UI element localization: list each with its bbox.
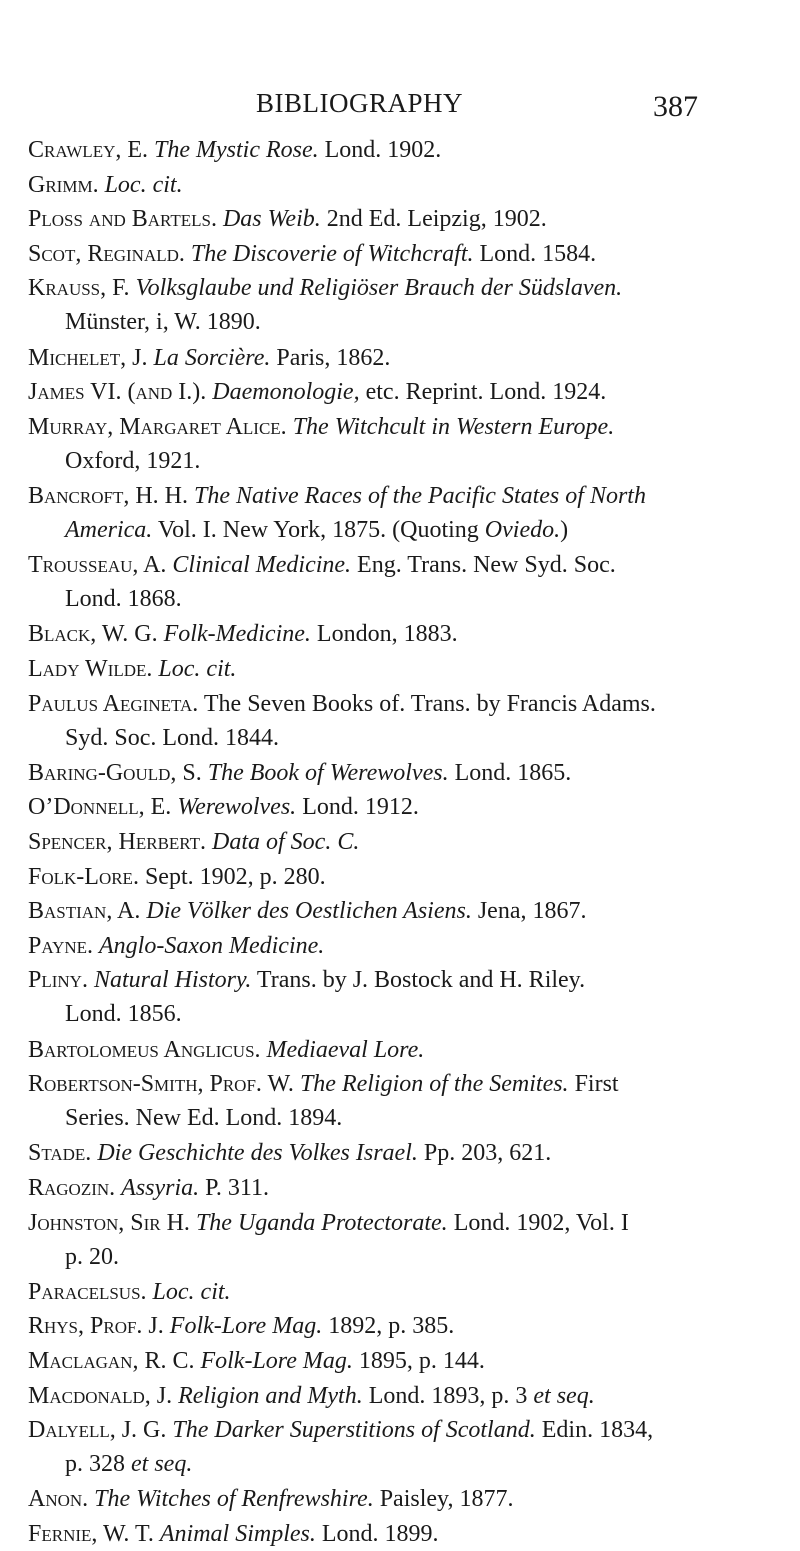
entry-author: Paracelsus. xyxy=(28,1278,147,1305)
entry-author: Bancroft, H. H. xyxy=(28,483,189,509)
bibliography-entry xyxy=(28,963,728,1031)
bibliography-entry xyxy=(28,1275,728,1309)
entry-details: etc. Reprint. Lond. 1924. xyxy=(365,379,607,406)
entry-title: The Book of Werewolves. xyxy=(207,759,449,786)
entry-author: Anon. xyxy=(28,1486,89,1513)
entry-title: Das Weib. xyxy=(222,206,321,233)
entry-author: Bartolomeus Anglicus. xyxy=(28,1036,261,1063)
entry-details: Lond. 1865. xyxy=(454,759,572,786)
entry-title: The Witchcult in Western Europe. xyxy=(292,413,615,440)
entry-details: Trans. by J. Bostock and H. Riley. xyxy=(256,967,586,994)
entry-details-continued: p. 328 xyxy=(65,1451,125,1478)
bibliography-entry xyxy=(28,410,728,478)
bibliography-entry xyxy=(28,1344,728,1378)
entry-details: 2nd Ed. Leipzig, 1902. xyxy=(326,206,547,233)
entry-title: Folk-Medicine. xyxy=(163,621,311,648)
entry-details: Lond. 1584. xyxy=(479,240,597,267)
page-number: 387 xyxy=(653,90,698,123)
bibliography-entry xyxy=(28,790,728,824)
entry-author: Ragozin. xyxy=(28,1175,116,1201)
bibliography-entry xyxy=(28,1171,728,1205)
bibliography-entry xyxy=(28,652,728,686)
entry-continuation xyxy=(28,721,728,755)
entry-title: Animal Simples. xyxy=(159,1521,316,1547)
entry-title: Daemonologie, xyxy=(212,379,360,406)
bibliography-entry xyxy=(28,929,728,963)
entry-title: Volksglaube und Religiöser Brauch der Südslaven. xyxy=(135,275,623,302)
bibliography-entry xyxy=(28,617,728,651)
running-head: BIBLIOGRAPHY xyxy=(256,88,464,118)
entry-continuation xyxy=(28,1240,728,1274)
entry-continuation xyxy=(28,1447,728,1481)
entry-continuation xyxy=(28,513,728,547)
entry-title: Assyria. xyxy=(121,1175,200,1201)
bibliography-entry xyxy=(28,756,728,790)
entry-title: Folk-Lore Mag. xyxy=(200,1348,353,1374)
entry-title: Folk-Lore Mag. xyxy=(169,1313,323,1340)
entry-author: Paulus Aegineta. xyxy=(28,690,199,717)
bibliography-entry xyxy=(28,237,728,271)
bibliography-entry xyxy=(28,133,728,167)
entry-details-continued: Series. New Ed. Lond. 1894. xyxy=(65,1105,343,1132)
entry-details-italic: et seq. xyxy=(131,1451,193,1478)
entry-title: Die Geschichte des Volkes Israel. xyxy=(97,1140,418,1167)
entry-details-continued: Lond. 1868. xyxy=(65,586,182,613)
entry-details-continued: Vol. I. New York, 1875. (Quoting xyxy=(157,517,479,543)
bibliography-entry xyxy=(28,1482,728,1516)
entry-details-continued: Lond. 1856. xyxy=(65,1001,182,1028)
entry-details: Eng. Trans. New Syd. Soc. xyxy=(357,552,616,579)
bibliography-entry xyxy=(28,1033,728,1067)
entry-author: Folk-Lore. xyxy=(28,863,139,890)
bibliography-entry xyxy=(28,687,728,755)
entry-title-continued: America. xyxy=(65,517,153,543)
entry-punctuation: ) xyxy=(560,517,569,543)
entry-author: Scot, Reginald. xyxy=(28,240,185,267)
entry-author: Michelet, J. xyxy=(28,344,148,371)
entry-title: The Uganda Protectorate. xyxy=(195,1209,448,1236)
entry-title: The Native Races of the Pacific States of North xyxy=(194,483,646,509)
entry-title: Mediaeval Lore. xyxy=(266,1036,425,1063)
bibliography-entry xyxy=(28,202,728,236)
bibliography-entry xyxy=(28,825,728,859)
entry-title: The Religion of the Semites. xyxy=(299,1071,569,1098)
bibliography-entry xyxy=(28,1517,728,1551)
entry-author: James VI. (and I.). xyxy=(28,379,207,406)
entry-title: Data of Soc. C. xyxy=(212,829,360,855)
entry-details: P. 311. xyxy=(205,1175,269,1201)
entry-author: Black, W. G. xyxy=(28,621,158,648)
entry-author: Fernie, W. T. xyxy=(28,1521,154,1547)
entry-author: O’Donnell, E. xyxy=(28,794,172,821)
bibliography-entry xyxy=(28,375,728,409)
bibliography-entry xyxy=(28,1309,728,1343)
entry-author: Maclagan, R. C. xyxy=(28,1348,195,1374)
entry-title: Werewolves. xyxy=(177,794,297,821)
entry-continuation xyxy=(28,305,728,339)
entry-details-continued: Syd. Soc. Lond. 1844. xyxy=(65,724,280,751)
bibliography-entry xyxy=(28,341,728,375)
entry-author: Johnston, Sir H. xyxy=(28,1209,190,1236)
entry-title: Die Völker des Oestlichen Asiens. xyxy=(146,898,472,925)
entry-author: Grimm. xyxy=(28,171,99,198)
entry-details: London, 1883. xyxy=(316,621,458,648)
entry-author: Murray, Margaret Alice. xyxy=(28,413,287,440)
bibliography-entry xyxy=(28,548,728,616)
entry-author: Rhys, Prof. J. xyxy=(28,1313,164,1340)
entry-title: Clinical Medicine. xyxy=(172,552,352,579)
entry-details-continued: Oxford, 1921. xyxy=(65,447,201,474)
entry-details-continued: Münster, i, W. 1890. xyxy=(65,309,261,336)
entry-details: First xyxy=(574,1071,619,1098)
entry-author: Lady Wilde. xyxy=(28,656,153,682)
entry-author: Pliny. xyxy=(28,967,88,994)
entry-author: Payne. xyxy=(28,932,94,959)
entry-author: Krauss, F. xyxy=(28,275,130,302)
entry-continuation xyxy=(28,582,728,616)
entry-continuation xyxy=(28,1101,728,1135)
entry-details: 1895, p. 144. xyxy=(358,1348,485,1374)
entry-continuation xyxy=(28,444,728,478)
entry-title: Natural History. xyxy=(93,967,252,994)
bibliography-entry xyxy=(28,479,728,547)
entry-details: Lond. 1902, Vol. I xyxy=(453,1209,629,1236)
entry-details: The Seven Books of. Trans. by Francis Adams. xyxy=(203,690,656,717)
bibliography-entry xyxy=(28,894,728,928)
entry-author: Bastian, A. xyxy=(28,898,141,925)
entry-details: Lond. 1912. xyxy=(302,794,419,821)
entry-title: Loc. cit. xyxy=(158,656,237,682)
entry-title: Anglo-Saxon Medicine. xyxy=(99,932,325,959)
entry-details: Jena, 1867. xyxy=(477,898,587,925)
entry-title: The Mystic Rose. xyxy=(154,137,319,163)
entry-continuation xyxy=(28,997,728,1031)
entry-details-continued: p. 20. xyxy=(65,1243,119,1270)
bibliography-entry xyxy=(28,1206,728,1274)
entry-author: Robertson-Smith, Prof. W. xyxy=(28,1071,294,1098)
entry-author: Spencer, Herbert. xyxy=(28,829,207,855)
entry-title: The Darker Superstitions of Scotland. xyxy=(172,1417,536,1444)
entry-details: Lond. 1899. xyxy=(321,1521,439,1547)
entry-title: Loc. cit. xyxy=(104,171,183,198)
entry-author: Ploss and Bartels. xyxy=(28,206,217,233)
entry-title: Loc. cit. xyxy=(152,1278,231,1305)
entry-details: Edin. 1834, xyxy=(541,1417,654,1444)
bibliography-entry xyxy=(28,860,728,894)
entry-author: Baring-Gould, S. xyxy=(28,759,202,786)
page-header xyxy=(0,88,800,128)
entry-details: Sept. 1902, p. 280. xyxy=(144,863,326,890)
bibliography-entry xyxy=(28,1136,728,1170)
entry-title: La Sorcière. xyxy=(153,344,271,371)
entry-details: Paris, 1862. xyxy=(276,344,391,371)
entry-author: Stade. xyxy=(28,1140,92,1167)
entry-title: The Discoverie of Witchcraft. xyxy=(190,240,474,267)
bibliography-entry xyxy=(28,168,728,202)
entry-author: Dalyell, J. G. xyxy=(28,1417,167,1444)
bibliography-entry xyxy=(28,1067,728,1135)
entry-details-italic: et seq. xyxy=(533,1382,595,1409)
entry-details: Lond. 1902. xyxy=(324,137,442,163)
entry-title: Religion and Myth. xyxy=(178,1382,363,1409)
entry-author: Crawley, E. xyxy=(28,137,149,163)
entry-details: Pp. 203, 621. xyxy=(423,1140,552,1167)
entry-title: The Witches of Renfrewshire. xyxy=(94,1486,374,1513)
bibliography-entry xyxy=(28,1413,728,1481)
entry-details: Lond. 1893, p. 3 xyxy=(368,1382,528,1409)
bibliography-entry xyxy=(28,271,728,339)
entry-author: Trousseau, A. xyxy=(28,552,167,579)
bibliography-entry xyxy=(28,1379,728,1413)
entry-details: 1892, p. 385. xyxy=(328,1313,455,1340)
entry-details: Paisley, 1877. xyxy=(379,1486,514,1513)
entry-author: Macdonald, J. xyxy=(28,1382,173,1409)
entry-details-italic: Oviedo. xyxy=(484,517,561,543)
